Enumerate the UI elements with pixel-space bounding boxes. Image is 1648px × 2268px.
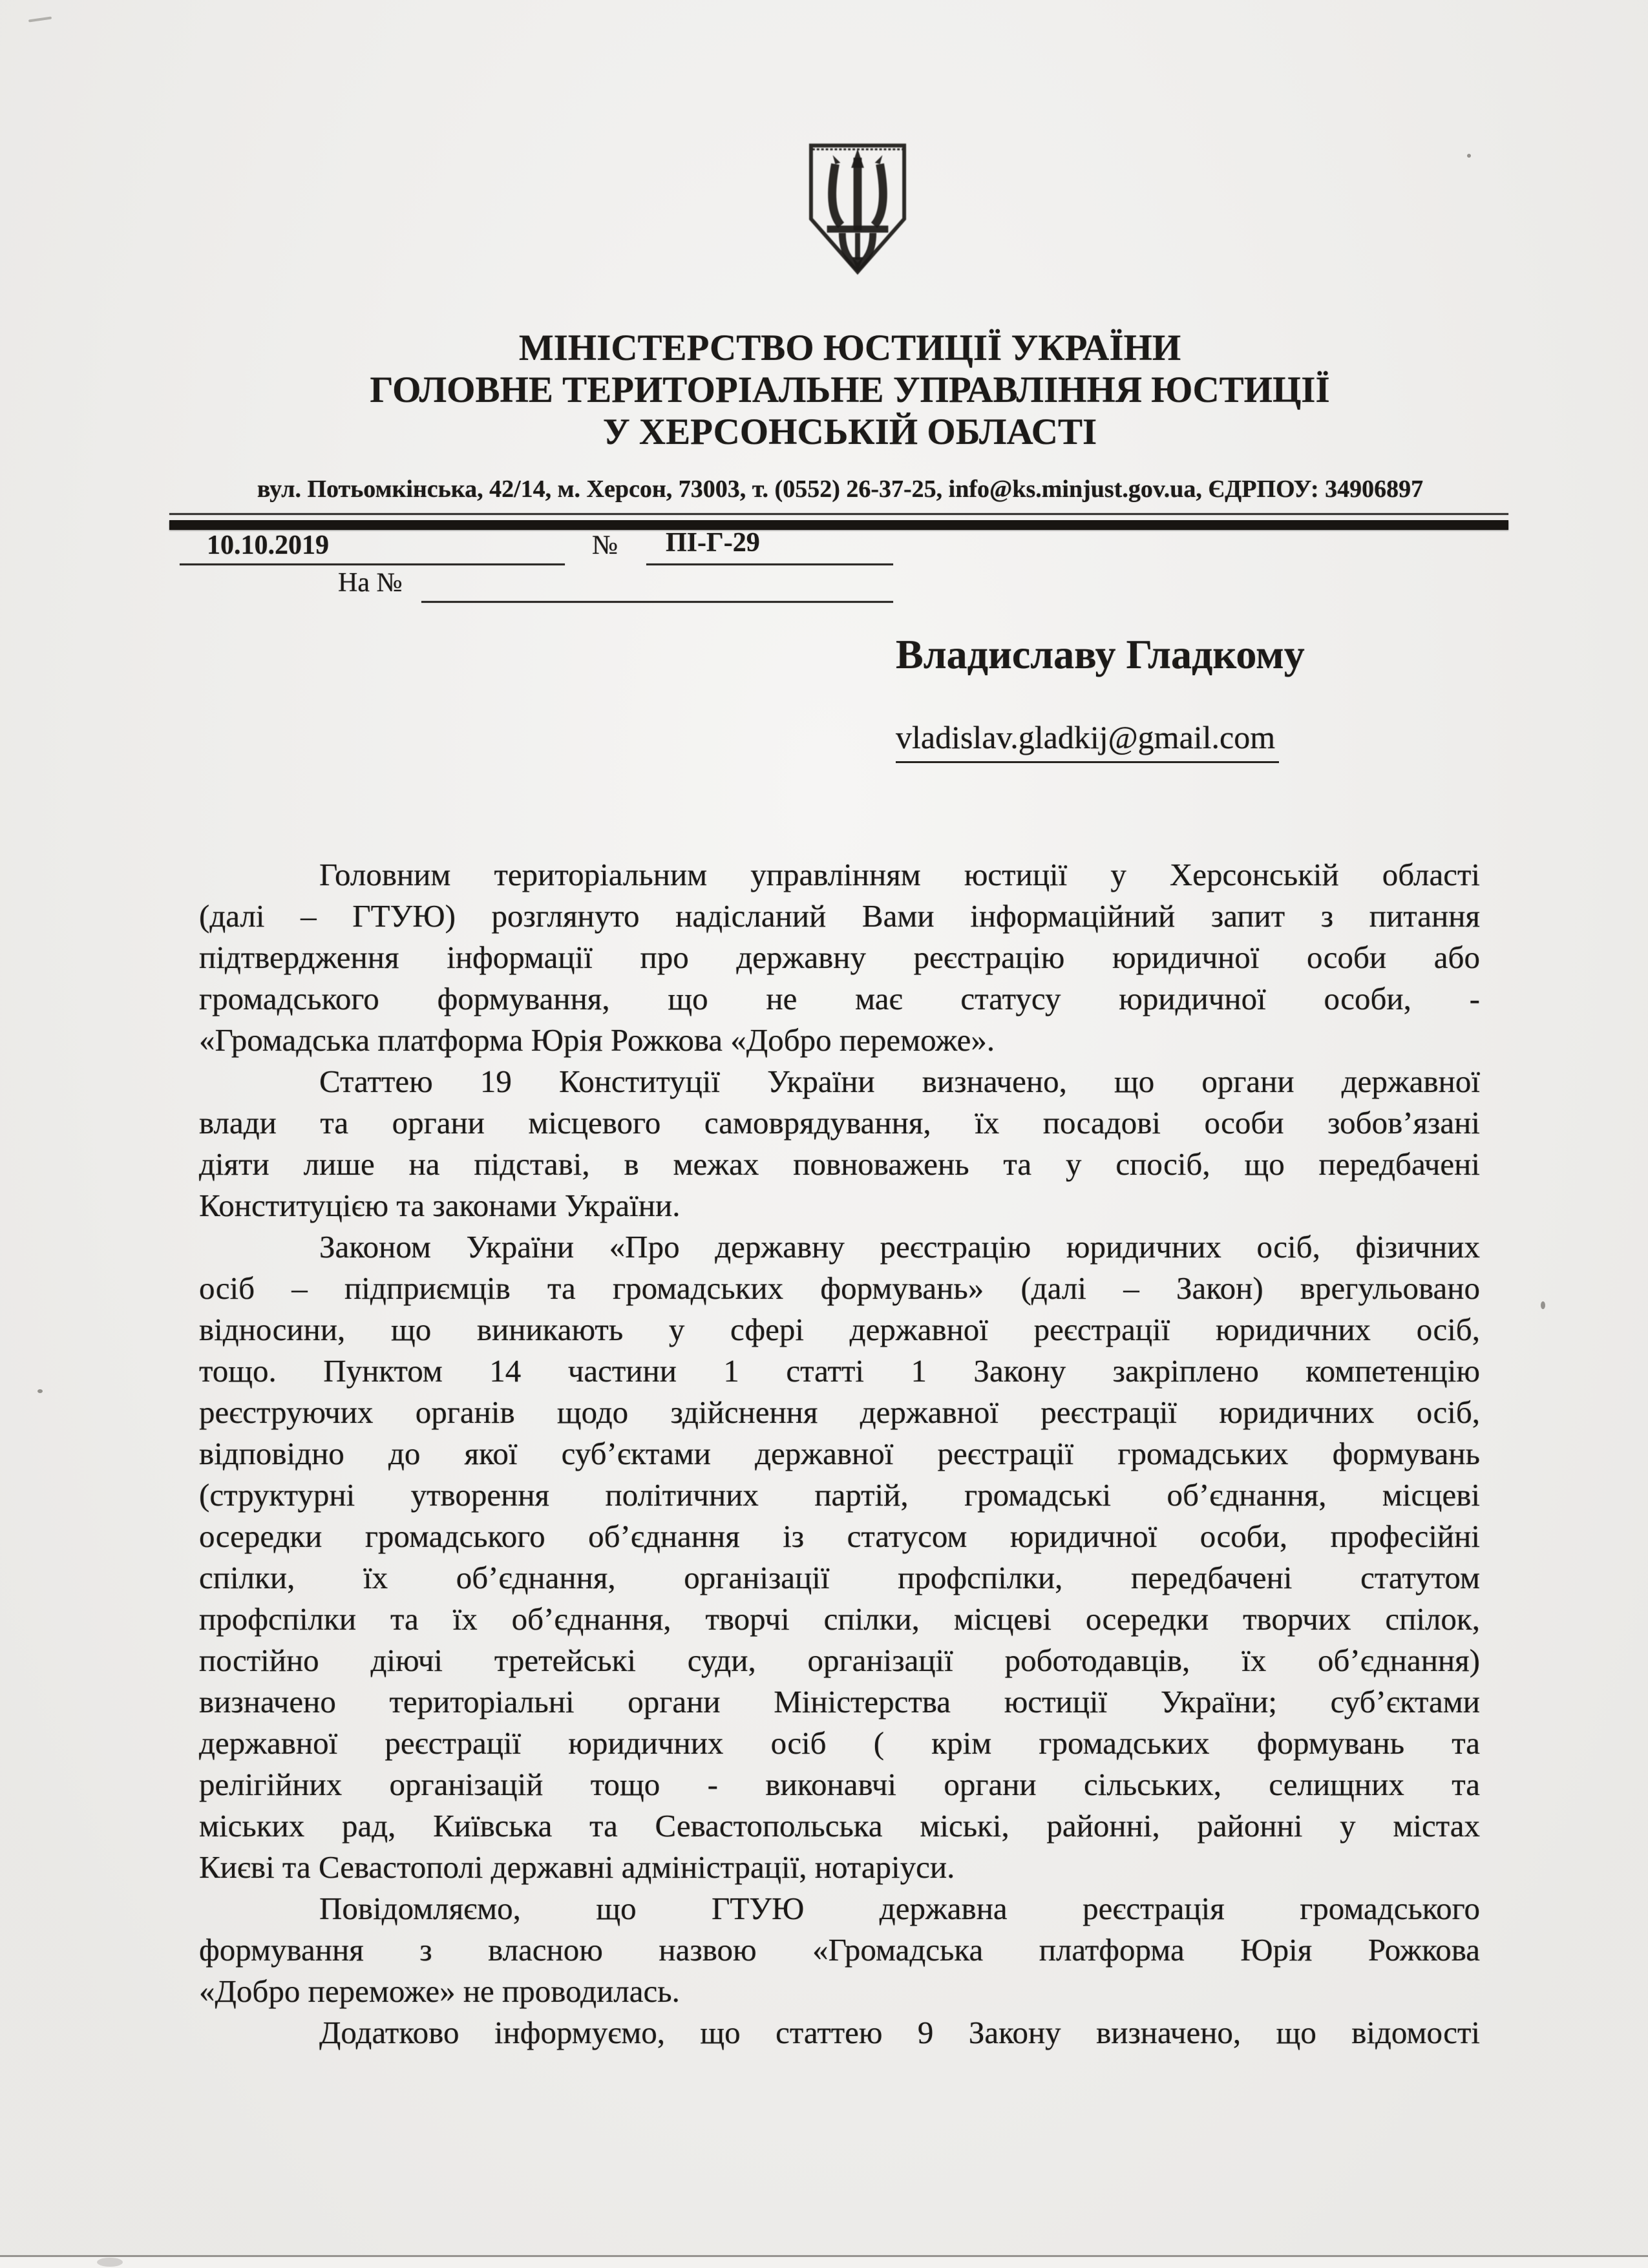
reply-number-blank-underline — [421, 601, 893, 603]
body-line: (структурні утворення політичних партій, громадські об’єднання, місцеві — [199, 1477, 1480, 1513]
paragraph — [199, 1888, 1480, 2012]
body-line: профспілки та їх об’єднання, творчі спілки, місцеві осередки творчих спілок, — [199, 1601, 1480, 1637]
scan-artifact — [37, 1389, 43, 1393]
ministry-title: МІНІСТЕРСТВО ЮСТИЦІЇ УКРАЇНИ — [518, 328, 1181, 368]
body-line: влади та органи місцевого самоврядування, їх посадові особи зобов’язані — [199, 1105, 1480, 1140]
scan-artifact — [1541, 1301, 1545, 1309]
body-line: релігійних організацій тощо - виконавчі органи сільських, селищних та — [199, 1767, 1480, 1802]
body-line: постійно діючі третейські суди, організації роботодавців, їх об’єднання) — [199, 1643, 1480, 1678]
department-title: ГОЛОВНЕ ТЕРИТОРІАЛЬНЕ УПРАВЛІННЯ ЮСТИЦІЇ — [370, 370, 1330, 410]
body-line: «Добро переможе» не проводилась. — [199, 1973, 680, 2009]
body-line: осередки громадського об’єднання із статусом юридичної особи, професійні — [199, 1518, 1480, 1554]
body-line: Конституцією та законами України. — [199, 1188, 681, 1223]
letterhead-rule-thin — [169, 513, 1508, 515]
body-line: діяти лише на підставі, в межах повноважень та у спосіб, що передбачені — [199, 1146, 1480, 1182]
body-line: підтвердження інформації про державну реєстрацію юридичної особи або — [199, 940, 1480, 975]
body-line: «Громадська платформа Юрія Рожкова «Добро переможе». — [199, 1022, 995, 1058]
paragraph — [199, 1061, 1480, 1226]
body-line: Законом України «Про державну реєстрацію юридичних осіб, фізичних — [319, 1229, 1480, 1265]
body-line: визначено територіальні органи Міністерства юстиції України; суб’єктами — [199, 1684, 1480, 1719]
region-title: У ХЕРСОНСЬКІЙ ОБЛАСТІ — [602, 412, 1097, 452]
recipient-email: vladislav.gladkij@gmail.com — [896, 719, 1279, 763]
body-line: Статтею 19 Конституції України визначено, що органи державної — [319, 1064, 1480, 1099]
letter-date: 10.10.2019 — [207, 530, 329, 560]
body-line: осіб – підприємців та громадських формувань» (далі – Закон) врегульовано — [199, 1270, 1480, 1306]
recipient-name: Владиславу Гладкому — [896, 631, 1305, 677]
paragraph — [199, 854, 1480, 1061]
body-line: Головним територіальним управлінням юстиції у Херсонській області — [319, 857, 1480, 892]
letter-number: ПІ-Г-29 — [666, 528, 760, 558]
body-line: тощо. Пунктом 14 частини 1 статті 1 Закону закріплено компетенцію — [199, 1353, 1480, 1389]
body-line: Повідомляємо, що ГТУЮ державна реєстрація громадського — [319, 1891, 1480, 1926]
body-line: міських рад, Київська та Севастопольська міські, районні, районні у містах — [199, 1808, 1480, 1843]
body-line: реєструючих органів щодо здійснення державної реєстрації юридичних осіб, — [199, 1394, 1480, 1430]
body-line: державної реєстрації юридичних осіб ( крім громадських формувань та — [199, 1725, 1480, 1761]
scan-artifact — [1467, 154, 1471, 158]
scan-artifact — [28, 17, 52, 23]
letterhead-rule-thick — [169, 520, 1508, 530]
paragraph — [199, 1226, 1480, 1888]
body-line: (далі – ГТУЮ) розглянуто надісланий Вами інформаційний запит з питання — [199, 898, 1480, 934]
body-line: формування з власною назвою «Громадська платформа Юрія Рожкова — [199, 1932, 1480, 1968]
letterhead — [194, 327, 1506, 453]
ukrainian-tryzub-emblem-icon — [807, 141, 909, 277]
reply-to-label: На № — [338, 568, 403, 598]
scanner-background — [0, 2257, 1648, 2268]
body-line: Додатково інформуємо, що статтею 9 Закону визначено, що відомості — [319, 2015, 1480, 2050]
number-sign: № — [592, 530, 618, 560]
letterhead-address: вул. Потьомкінська, 42/14, м. Херсон, 73003, т. (0552) 26-37-25, info@ks.minjust.gov.ua, ЄДРПОУ: 34906897 — [257, 476, 1424, 503]
body-line: відносини, що виникають у сфері державної реєстрації юридичних осіб, — [199, 1312, 1480, 1347]
body-line: Києві та Севастополі державні адміністрації, нотаріуси. — [199, 1849, 955, 1885]
scan-artifact — [97, 2258, 123, 2267]
number-underline — [646, 563, 893, 565]
body-line: громадського формування, що не має статусу юридичної особи, - — [199, 981, 1480, 1016]
letter-body — [199, 854, 1480, 2053]
body-line: відповідно до якої суб’єктами державної реєстрації громадських формувань — [199, 1436, 1480, 1471]
paragraph — [199, 2012, 1480, 2053]
body-line: спілки, їх об’єднання, організації профспілки, передбачені статутом — [199, 1560, 1480, 1595]
date-underline — [180, 563, 565, 565]
